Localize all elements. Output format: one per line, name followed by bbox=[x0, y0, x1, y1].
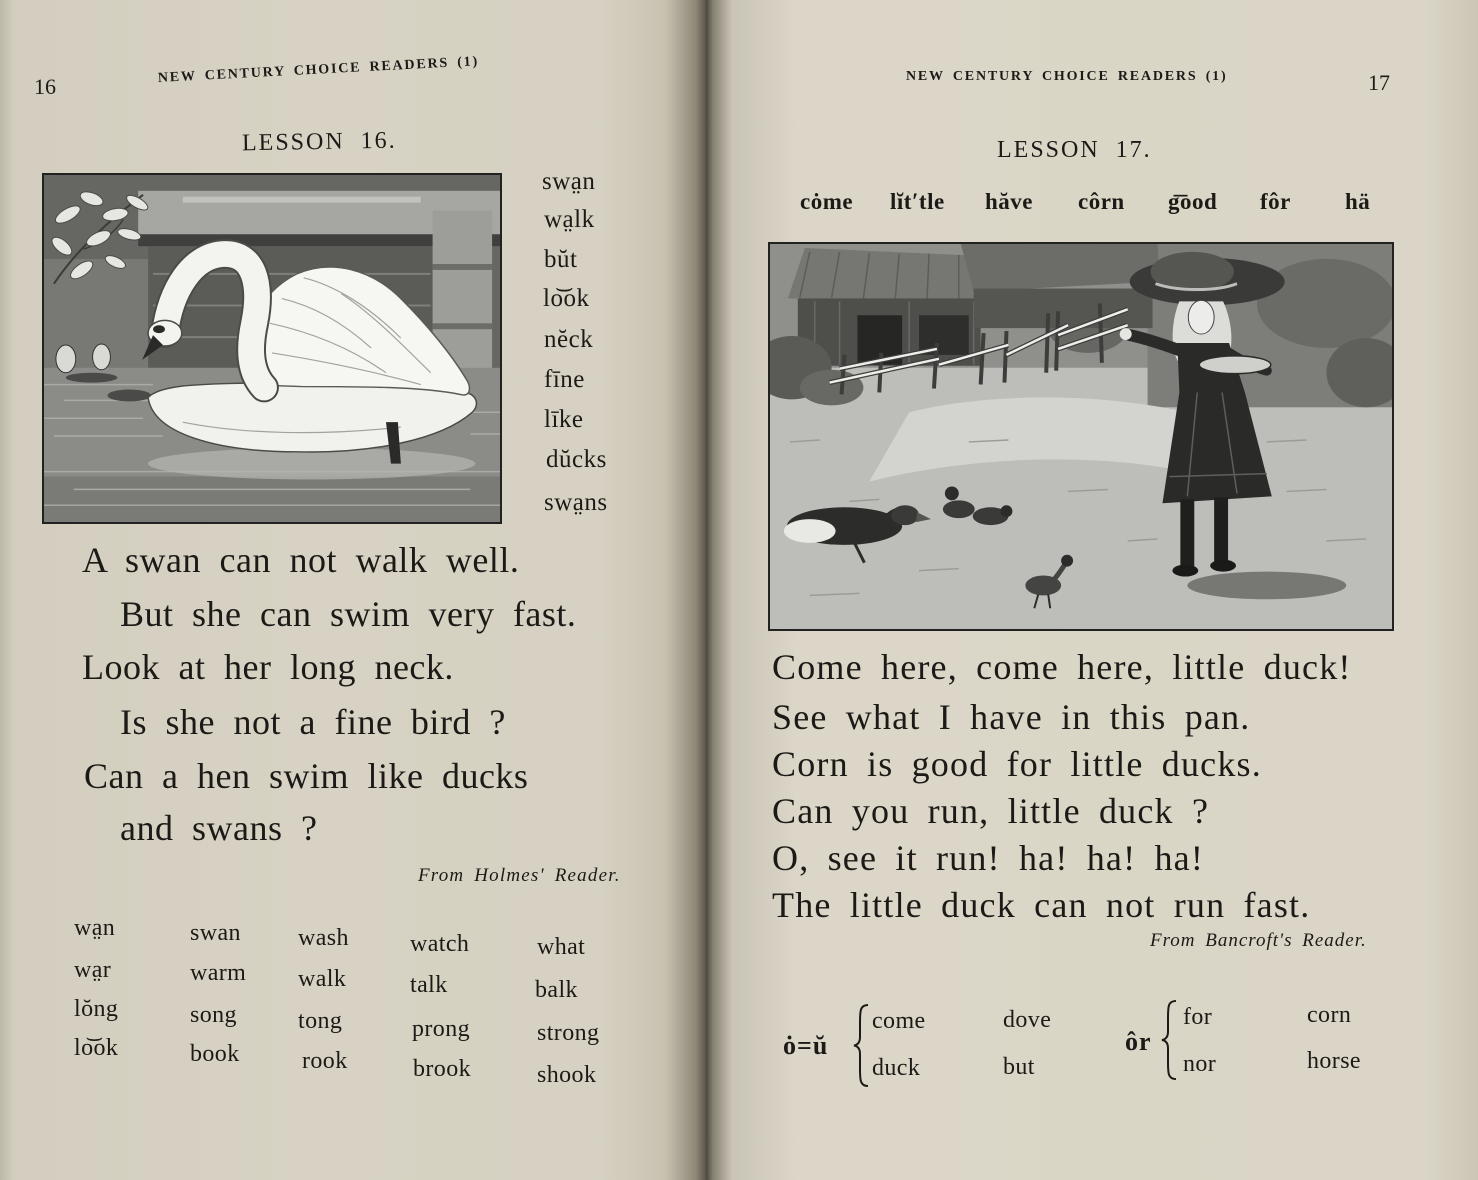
grid-word: book bbox=[190, 1041, 240, 1067]
vocab-word: swa̤ns bbox=[544, 489, 608, 516]
vocab-word: g͞ood bbox=[1168, 189, 1218, 214]
vocab-word: lo͝ok bbox=[543, 285, 590, 312]
vocab-word: wa̤lk bbox=[544, 206, 595, 233]
vocab-word: bŭt bbox=[544, 246, 578, 273]
vocab-word: hä bbox=[1345, 189, 1371, 214]
left-page bbox=[0, 0, 706, 1180]
reading-line: Is she not a fine bird ? bbox=[120, 702, 506, 742]
reading-line: Look at her long neck. bbox=[82, 647, 454, 687]
grid-word: warm bbox=[190, 960, 247, 986]
phonics-example: for bbox=[1183, 1004, 1213, 1030]
grid-word: lo͝ok bbox=[74, 1035, 119, 1061]
page-number: 17 bbox=[1368, 70, 1390, 95]
vocab-word: fīne bbox=[544, 366, 585, 393]
phonics-example: nor bbox=[1183, 1051, 1217, 1077]
vocab-word: nĕck bbox=[544, 326, 594, 353]
vocab-word: hăve bbox=[985, 189, 1033, 214]
reading-line: Can you run, little duck ? bbox=[772, 791, 1210, 831]
grid-word: wa̤n bbox=[74, 915, 116, 941]
reading-line: Corn is good for little ducks. bbox=[772, 744, 1262, 784]
vocab-word: fôr bbox=[1260, 189, 1291, 214]
grid-word: rook bbox=[302, 1048, 348, 1074]
phonics-example: horse bbox=[1307, 1048, 1361, 1074]
vocab-word: côrn bbox=[1078, 189, 1125, 214]
reading-line: O, see it run! ha! ha! ha! bbox=[772, 838, 1205, 878]
running-header: NEW CENTURY CHOICE READERS (1) bbox=[157, 54, 480, 86]
grid-word: walk bbox=[298, 966, 347, 992]
grid-word: strong bbox=[537, 1020, 600, 1046]
phonics-symbol: ȯ=ŭ bbox=[783, 1031, 829, 1060]
grid-word: shook bbox=[537, 1062, 597, 1088]
grid-word: watch bbox=[410, 931, 470, 957]
vocab-word: swa̤n bbox=[542, 168, 596, 195]
phonics-example: duck bbox=[872, 1055, 921, 1081]
vocab-word: līke bbox=[544, 406, 584, 433]
phonics-example: corn bbox=[1307, 1002, 1352, 1028]
farmyard-illustration bbox=[768, 242, 1394, 631]
grid-word: song bbox=[190, 1002, 237, 1028]
brace-icon bbox=[852, 1003, 872, 1088]
running-header: NEW CENTURY CHOICE READERS (1) bbox=[906, 69, 1228, 84]
page-number: 16 bbox=[34, 74, 56, 99]
vocab-word: lĭt′tle bbox=[890, 189, 945, 214]
swan-picture bbox=[44, 175, 500, 522]
swan-illustration bbox=[42, 173, 502, 524]
reading-line: Can a hen swim like ducks bbox=[84, 756, 529, 796]
reading-line: Come here, come here, little duck! bbox=[772, 647, 1352, 687]
grid-word: prong bbox=[412, 1016, 470, 1042]
farmyard-picture bbox=[770, 244, 1392, 629]
grid-word: swan bbox=[190, 920, 241, 946]
reading-line: See what I have in this pan. bbox=[772, 697, 1251, 737]
reading-line: A swan can not walk well. bbox=[82, 540, 520, 580]
grid-word: lŏng bbox=[74, 996, 119, 1022]
phonics-example: but bbox=[1003, 1054, 1035, 1080]
reading-line: and swans ? bbox=[120, 808, 318, 848]
right-page bbox=[706, 0, 1478, 1180]
phonics-symbol: ôr bbox=[1125, 1027, 1152, 1056]
grid-word: wa̤r bbox=[74, 957, 112, 983]
source-credit: From Bancroft's Reader. bbox=[1150, 930, 1367, 951]
reading-line: But she can swim very fast. bbox=[120, 594, 577, 634]
brace-icon bbox=[1160, 999, 1180, 1081]
grid-word: tong bbox=[298, 1008, 343, 1034]
lesson-title: LESSON 17. bbox=[997, 137, 1152, 163]
phonics-example: dove bbox=[1003, 1007, 1052, 1033]
source-credit: From Holmes' Reader. bbox=[418, 865, 621, 886]
grid-word: what bbox=[537, 934, 586, 960]
phonics-example: come bbox=[872, 1008, 926, 1034]
grid-word: wash bbox=[298, 925, 349, 951]
grid-word: brook bbox=[413, 1056, 471, 1082]
grid-word: talk bbox=[410, 972, 448, 998]
lesson-title: LESSON 16. bbox=[241, 127, 397, 157]
reading-line: The little duck can not run fast. bbox=[772, 885, 1311, 925]
grid-word: balk bbox=[535, 977, 578, 1003]
vocab-word: dŭcks bbox=[546, 446, 607, 473]
vocab-word: cȯme bbox=[800, 189, 854, 214]
